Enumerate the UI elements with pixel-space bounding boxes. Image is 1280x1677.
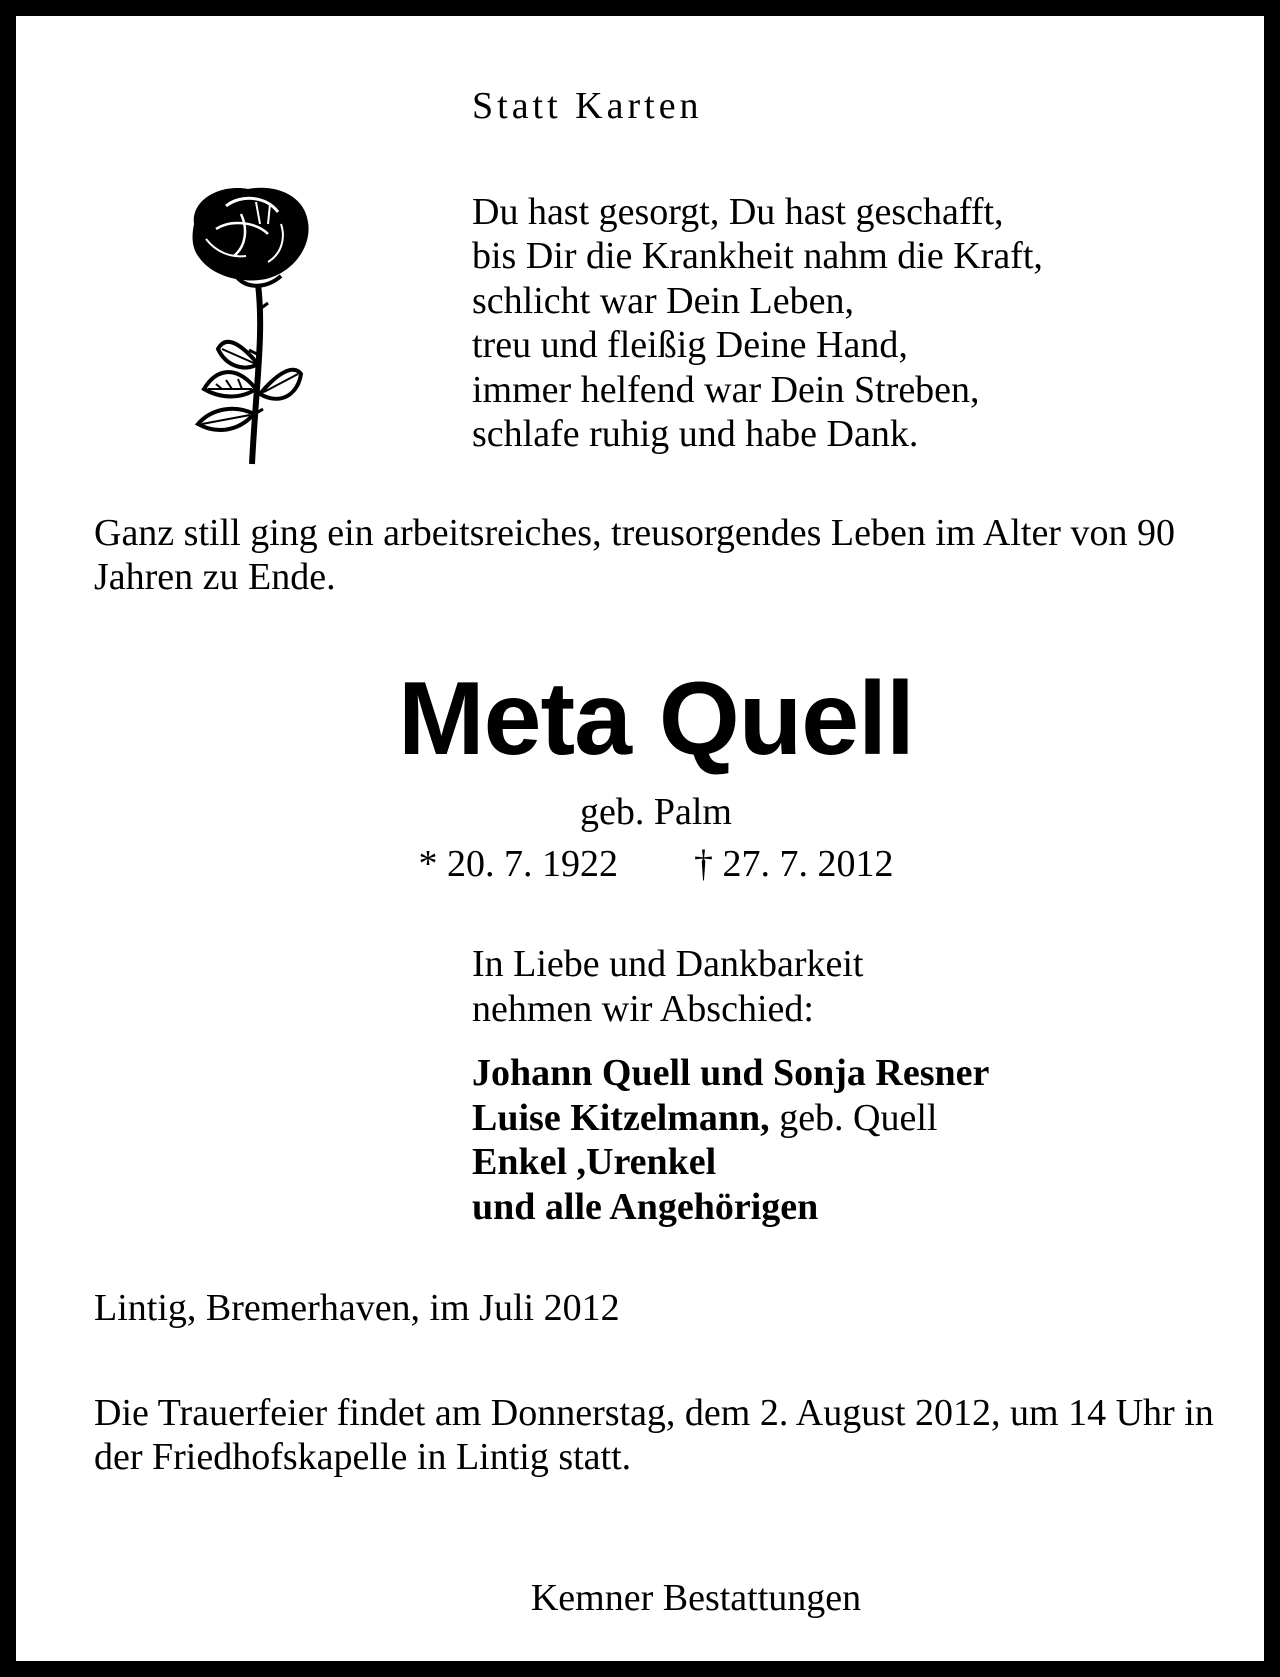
mourner-line: Luise Kitzelmann,	[472, 1096, 770, 1139]
farewell-text	[472, 942, 863, 1031]
funeral-info: Die Trauerfeier findet am Donnerstag, dem 2. August 2012, um 14 Uhr in der Friedhofskapelle in Lintig statt.	[94, 1392, 1214, 1478]
deceased-name: Meta Quell	[398, 661, 914, 777]
intro-text: Ganz still ging ein arbeitsreiches, treusorgendes Leben im Alter von 90 Jahren zu Ende.	[94, 512, 1175, 598]
poem-line: treu und fleißig Deine Hand,	[472, 324, 908, 367]
rose-icon	[186, 184, 316, 469]
birth-date: * 20. 7. 1922	[418, 843, 618, 885]
mourner-line: Johann Quell und Sonja Resner	[472, 1052, 990, 1094]
life-dates	[16, 842, 1280, 886]
place-date: Lintig, Bremerhaven, im Juli 2012	[94, 1287, 620, 1329]
death-date: † 27. 7. 2012	[694, 843, 894, 885]
mourner-line: Enkel ,Urenkel	[472, 1141, 717, 1184]
poem-line: schlicht war Dein Leben,	[472, 279, 854, 322]
mourner-line: und alle Angehörigen	[472, 1186, 819, 1229]
farewell-line: nehmen wir Abschied:	[472, 987, 814, 1030]
poem-line: immer helfend war Dein Streben,	[472, 368, 980, 411]
notice-header: Statt Karten	[472, 85, 703, 127]
poem-line: Du hast gesorgt, Du hast geschafft,	[472, 191, 1004, 233]
farewell-line: In Liebe und Dankbarkeit	[472, 943, 864, 985]
birth-name: geb. Palm	[580, 791, 732, 833]
undertaker-name: Kemner Bestattungen	[530, 1577, 862, 1619]
poem-line: bis Dir die Krankheit nahm die Kraft,	[472, 235, 1043, 278]
mourners-list	[472, 1051, 989, 1230]
mourner-birth-name: geb. Quell	[779, 1096, 938, 1139]
poem	[472, 190, 1043, 456]
poem-line: schlafe ruhig und habe Dank.	[472, 413, 919, 456]
